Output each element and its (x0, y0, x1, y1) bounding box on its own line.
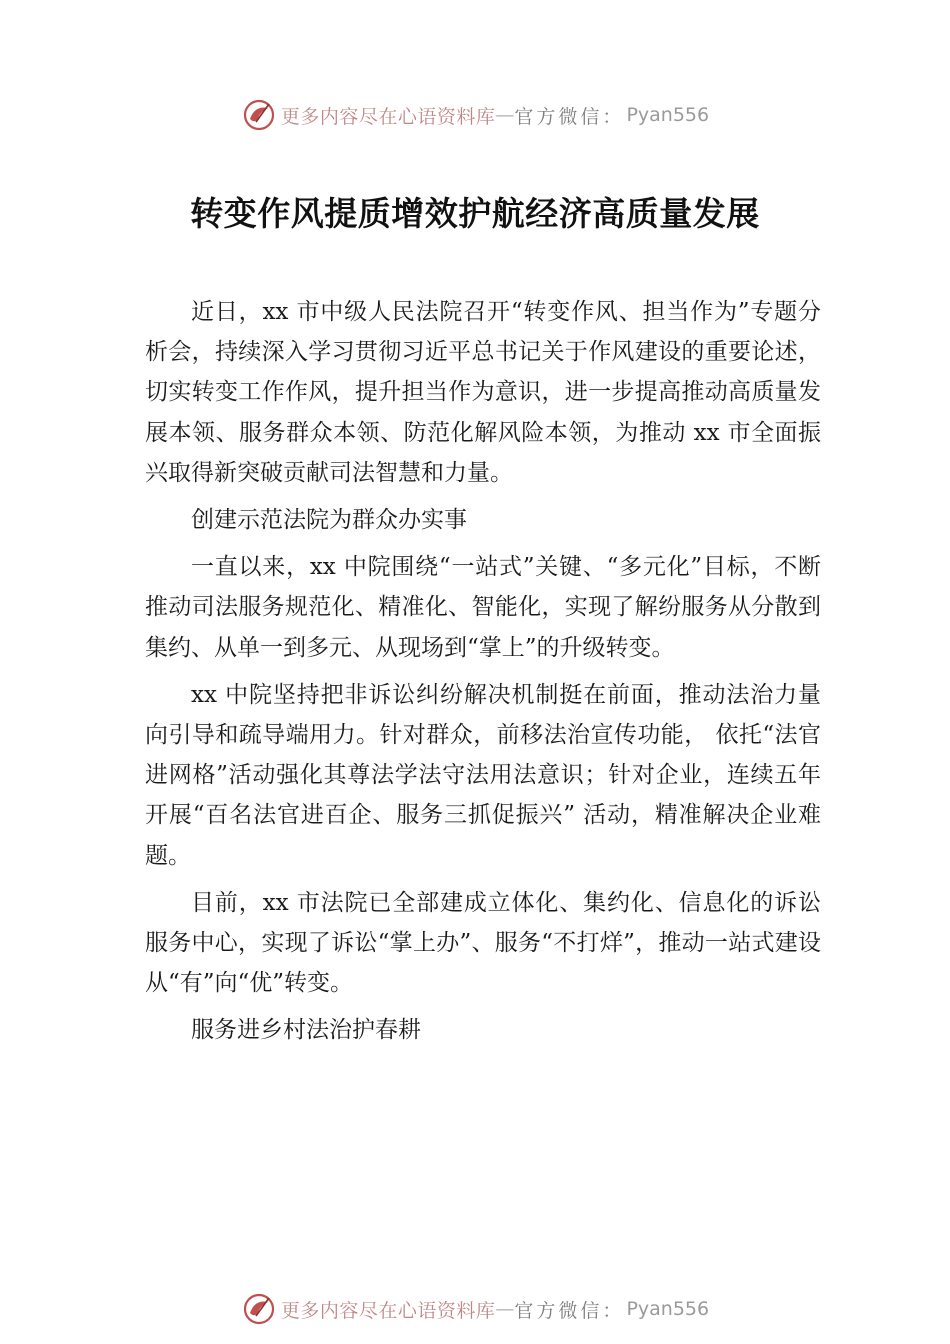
watermark-official-label: 官方微信： (514, 1299, 625, 1322)
watermark-dash: — (495, 1298, 515, 1320)
paragraph-one-stop: 一直以来，xx 中院围绕“一站式”关键、“多元化”目标，不断推动司法服务规范化、精准化、智能化，实现了解纷服务从分散到集约、从单一到多元、从现场到“掌上”的升级转变。 (145, 554, 821, 661)
paragraph-service-center: 目前，xx 市法院已全部建成立体化、集约化、信息化的诉讼服务中心，实现了诉讼“掌上办”、服务“不打烊”，推动一站式建设从“有”向“优”转变。 (145, 889, 821, 997)
watermark-brand-text: 更多内容尽在心语资料库 (280, 105, 496, 128)
watermark-wechat-id: Pyan556 (626, 104, 710, 126)
section-heading-rural-service: 服务进乡村法治护春耕 (191, 1017, 421, 1044)
watermark-wechat-id: Pyan556 (626, 1298, 710, 1320)
paragraph-intro: 近日，xx 市中级人民法院召开“转变作风、担当作为”专题分析会，持续深入学习贯彻习近平总书记关于作风建设的重要论述，切实转变工作作风，提升担当作为意识，进一步提高推动高质量发展本领、服务群众本领、防范化解风险本领，为推动 xx 市全面振兴取得新突破贡献司法智慧和力量。 (145, 299, 821, 486)
document-body (145, 292, 821, 1058)
section-heading-model-court: 创建示范法院为群众办实事 (191, 507, 467, 534)
header-watermark (0, 95, 950, 135)
brand-logo-icon (241, 1291, 277, 1327)
watermark-official-label: 官方微信： (514, 105, 625, 128)
footer-watermark (0, 1289, 950, 1329)
brand-logo-icon (241, 97, 277, 133)
watermark-dash: — (495, 104, 515, 126)
paragraph-non-litigation: xx 中院坚持把非诉讼纠纷解决机制挺在前面，推动法治力量向引导和疏导端用力。针对群众，前移法治宣传功能， 依托“法官进网格”活动强化其尊法学法守法用法意识；针对企业，连续五年开展“百名法官进百企、服务三抓促振兴” 活动，精准解决企业难题。 (145, 681, 821, 869)
watermark-brand-text: 更多内容尽在心语资料库 (280, 1299, 496, 1322)
document-title: 转变作风提质增效护航经济高质量发展 (190, 194, 760, 233)
